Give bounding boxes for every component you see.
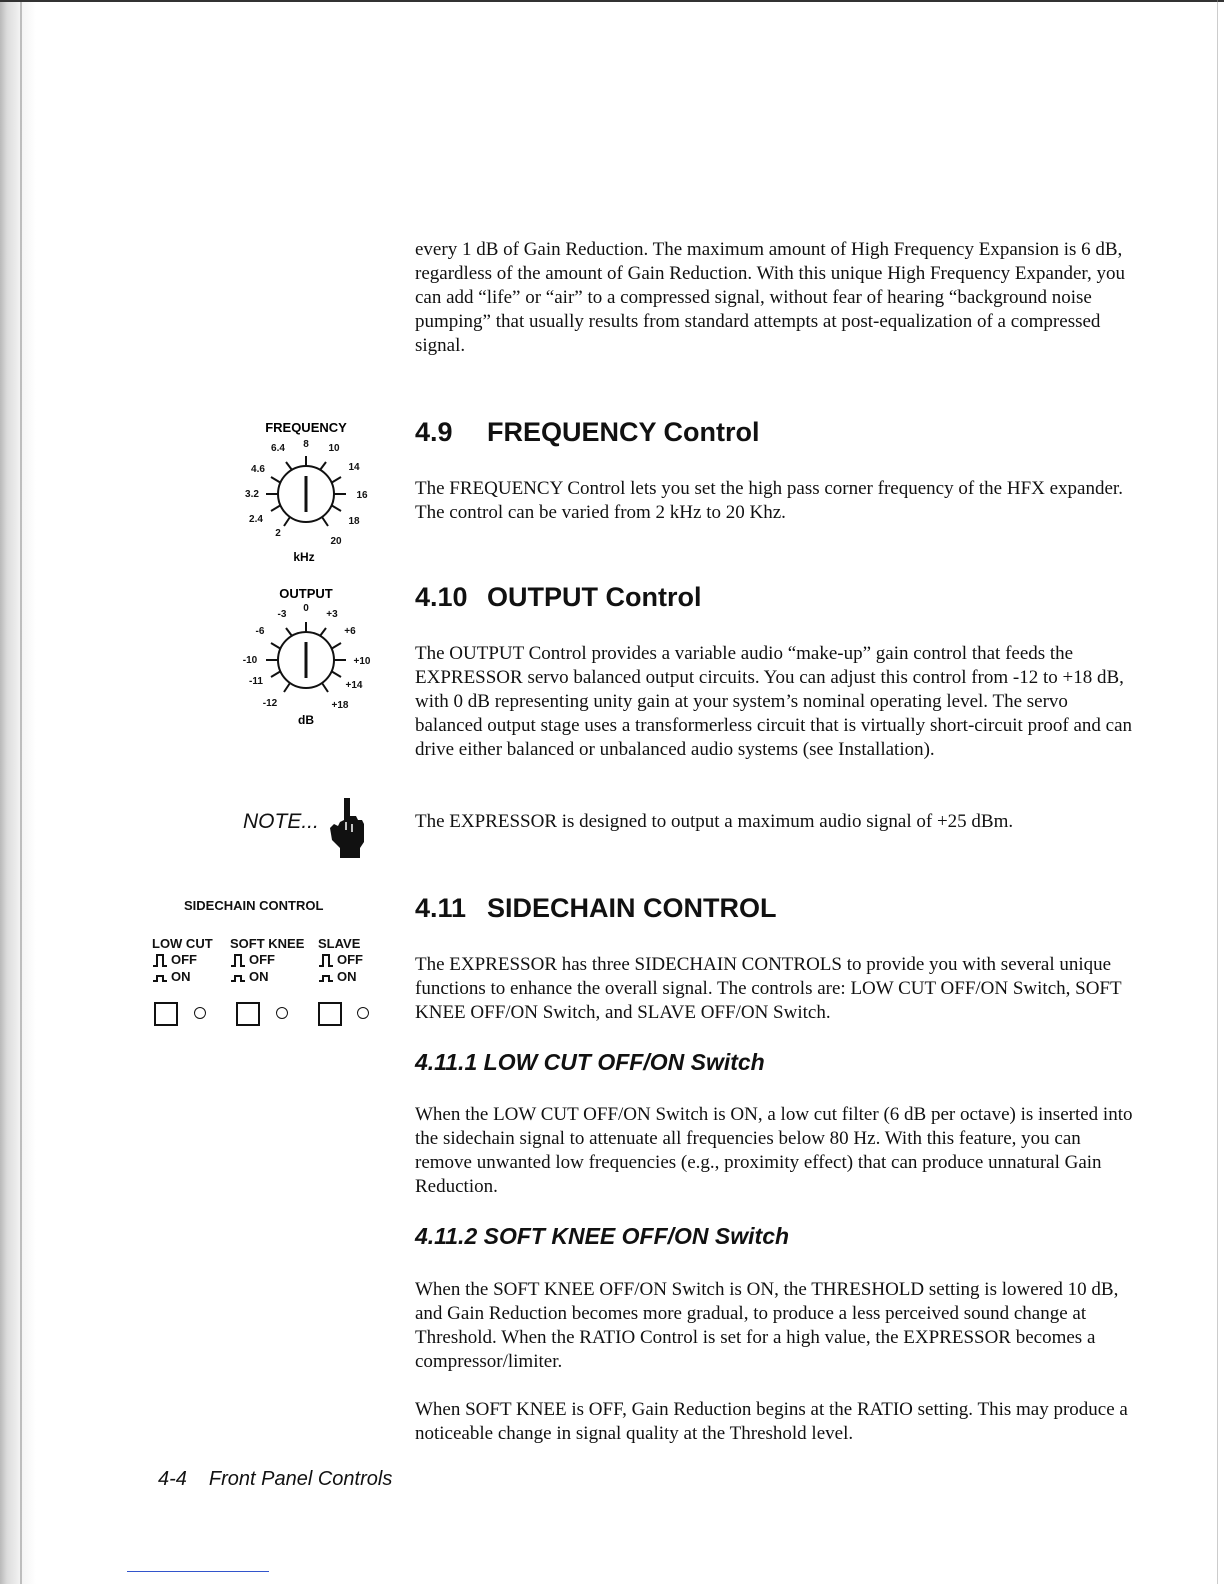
frequency-paragraph: The FREQUENCY Control lets you set the high pass corner frequency of the HFX expander. The control can be varied from 2 kHz to 20 Khz. [415,478,1123,523]
slave-led-icon [357,1007,369,1019]
section-heading-frequency [415,416,760,448]
subsection-number: 4.11.2 [415,1223,478,1249]
sidechain-lowcut-off-row [152,951,213,968]
sidechain-softknee-off-row [230,951,304,968]
lowcut-led-icon [194,1007,206,1019]
sidechain-lowcut-label: LOW CUT [152,936,213,951]
section-number: 4.11 [415,893,467,923]
section-title: OUTPUT Control [487,582,702,612]
slave-switch-icon [318,1002,342,1026]
top-rule [0,0,1224,2]
subsection-title: LOW CUT OFF/ON Switch [483,1049,765,1075]
softknee-switch-icon [236,1002,260,1026]
section-title: SIDECHAIN CONTROL [487,893,777,923]
frequency-tick: 8 [303,439,309,450]
frequency-tick: 18 [348,516,360,527]
frequency-tick: 6.4 [271,443,285,454]
output-tick: +10 [353,656,371,667]
output-tick: -10 [242,655,258,666]
frequency-tick: 4.6 [251,464,265,475]
subsection-heading-softknee [415,1222,789,1250]
sidechain-paragraph: The EXPRESSOR has three SIDECHAIN CONTROLS to provide you with several unique functions to enhance the overall signal. The controls are: LOW CUT OFF/ON Switch, SOFT KNEE OFF/ON Switch, and SLAVE OFF/ON Switch. [415,954,1122,1023]
sidechain-lowcut-on: ON [171,969,191,984]
frequency-tick: 10 [328,443,340,454]
page-number: 4-4 [158,1468,187,1490]
scan-edge-shadow [0,0,36,1584]
lowcut-paragraph: When the LOW CUT OFF/ON Switch is ON, a low cut filter (6 dB per octave) is inserted into the sidechain signal to attenuate all frequencies below 80 Hz. With this feature, you can remove unwanted low frequencies (e.g., proximity effect) that can produce unnatural Gain Reduction. [415,1104,1133,1197]
section-heading-sidechain [415,892,777,924]
frequency-knob-diagram [236,418,376,566]
output-tick: +3 [326,609,338,620]
output-tick: +6 [344,626,356,637]
pointing-hand-icon [326,796,368,860]
frequency-tick: 16 [356,490,368,501]
bottom-link-underline [127,1571,269,1572]
sidechain-slave-group [318,936,363,985]
sidechain-lowcut-off: OFF [171,952,197,967]
footer-title: Front Panel Controls [208,1468,393,1490]
sidechain-softknee-off: OFF [249,952,275,967]
sidechain-slave-on: ON [337,969,357,984]
pulse-high-icon [230,953,246,967]
sidechain-slave-label: SLAVE [318,936,361,951]
frequency-tick: 14 [348,462,360,473]
sidechain-softknee-group [230,936,304,985]
softknee-paragraph-1: When the SOFT KNEE OFF/ON Switch is ON, the THRESHOLD setting is lowered 10 dB, and Gain Reduction becomes more gradual, to produce a less perceived sound change at Threshold. When the RATIO Control is set for a high value, the EXPRESSOR becomes a compressor/limiter. [415,1279,1119,1372]
sidechain-lowcut-group [152,936,213,985]
frequency-tick: 3.2 [245,489,259,500]
output-tick: -6 [255,626,265,637]
sidechain-softknee-label: SOFT KNEE [230,936,305,951]
subsection-heading-lowcut [415,1048,765,1076]
frequency-knob-title: FREQUENCY [265,420,347,435]
frequency-tick: 2 [275,528,281,539]
output-tick: -3 [277,609,287,620]
page-footer [158,1468,392,1491]
pulse-low-icon [230,971,246,983]
softknee-led-icon [276,1007,288,1019]
output-knob-unit: dB [298,713,314,727]
subsection-title: SOFT KNEE OFF/ON Switch [483,1223,790,1249]
section-title: FREQUENCY Control [487,417,760,447]
pulse-high-icon [318,953,334,967]
scan-edge-line [20,0,22,1584]
frequency-tick: 2.4 [249,514,263,525]
lowcut-switch-icon [154,1002,178,1026]
sidechain-lowcut-on-row [152,968,213,985]
pulse-low-icon [318,971,334,983]
output-knob-diagram [236,584,376,732]
frequency-tick: 20 [330,536,342,547]
sidechain-panel-title: SIDECHAIN CONTROL [184,898,324,913]
output-tick: +18 [331,700,349,711]
section-number: 4.9 [415,417,453,447]
output-knob-title: OUTPUT [279,586,333,601]
sidechain-softknee-on: ON [249,969,269,984]
output-paragraph: The OUTPUT Control provides a variable audio “make-up” gain control that feeds the EXPRESSOR servo balanced output circuits. You can adjust this control from -12 to +18 dB, with 0 dB representing unity gain at your system’s nominal operating level. The servo balanced output stage uses a transformerless circuit that is virtually short-circuit proof and can drive either balanced or unbalanced audio systems (see Installation). [415,643,1133,760]
softknee-paragraph-2: When SOFT KNEE is OFF, Gain Reduction begins at the RATIO setting. This may produce a noticeable change in signal quality at the Threshold level. [415,1399,1128,1444]
output-tick: -11 [249,676,263,687]
subsection-number: 4.11.1 [415,1049,478,1075]
pulse-low-icon [152,971,168,983]
intro-paragraph: every 1 dB of Gain Reduction. The maximum amount of High Frequency Expansion is 6 dB, regardless of the amount of Gain Reduction. With this unique High Frequency Expander, you can add “life” or “air” to a compressed signal, without fear of hearing “background noise pumping” that usually results from standard attempts at post-equalization of a compressed signal. [415,239,1125,356]
output-tick: 0 [303,603,309,614]
sidechain-slave-on-row [318,968,363,985]
output-tick: -12 [262,698,278,709]
note-label: NOTE... [243,810,319,833]
output-tick: +14 [345,680,363,691]
sidechain-slave-off: OFF [337,952,363,967]
right-rule [1217,0,1218,1584]
section-heading-output [415,581,701,613]
frequency-knob-unit: kHz [293,550,315,564]
sidechain-slave-off-row [318,951,363,968]
section-number: 4.10 [415,582,468,612]
pulse-high-icon [152,953,168,967]
output-note-paragraph: The EXPRESSOR is designed to output a maximum audio signal of +25 dBm. [415,811,1014,832]
sidechain-softknee-on-row [230,968,304,985]
